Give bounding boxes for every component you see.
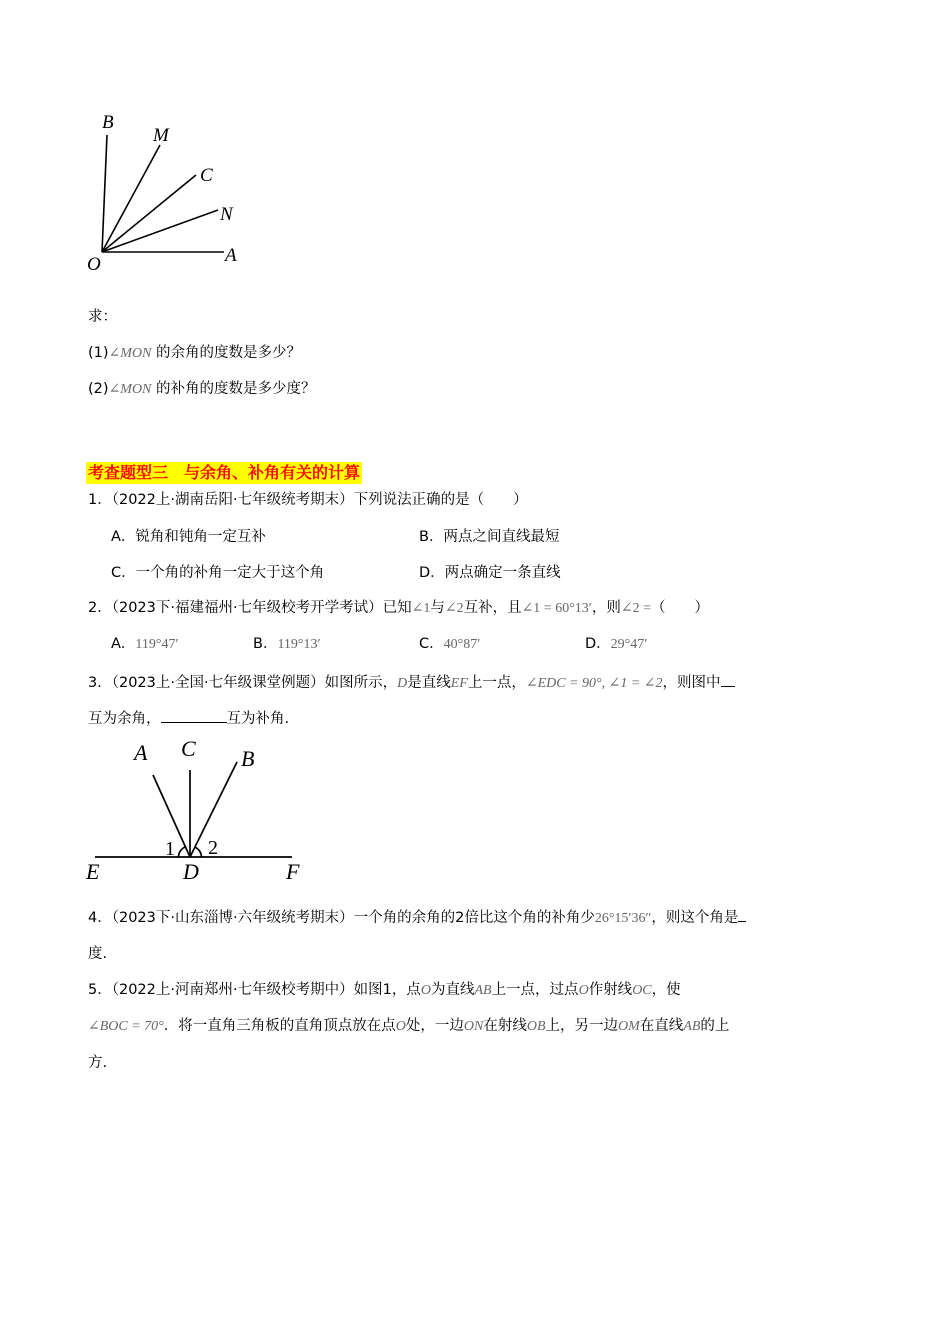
problem-3-text-2: 是直线 <box>407 675 451 691</box>
figure-line-ef <box>80 735 310 885</box>
label-d: D <box>183 859 199 884</box>
problem-2-option-c <box>419 634 480 655</box>
question-2-text: 的补角的度数是多少度？ <box>156 381 316 397</box>
question-1-text: 的余角的度数是多少？ <box>156 345 301 361</box>
label-e: E <box>86 859 100 884</box>
problem-3-math-2: EF <box>450 676 468 691</box>
problem-2-option-d <box>585 634 647 655</box>
angle-arc-1 <box>179 847 186 857</box>
problem-5-line-2-text-6: 的上 <box>700 1018 730 1034</box>
problem-2-option-b-label: B． <box>253 636 278 652</box>
problem-2-text-1: （2023下·福建福州·七年级校考开学考试）已知 <box>111 600 412 616</box>
problem-5-line-2-math-6: AB <box>683 1019 701 1034</box>
problem-3 <box>88 672 735 694</box>
problem-2-math-1: ∠1 <box>411 601 431 616</box>
problem-5-text-2: 为直线 <box>430 982 475 998</box>
problem-3-text-1: （2023上·全国·七年级课堂例题）如图所示， <box>111 675 398 691</box>
label-o: O <box>87 254 101 275</box>
ray-om <box>102 145 160 252</box>
problem-2-option-a-value: 119°47′ <box>135 637 179 652</box>
problem-1-number: 1． <box>88 492 112 508</box>
ray-oc <box>102 175 196 252</box>
problem-5-line-2-math-4: OB <box>526 1019 546 1034</box>
label-m: M <box>153 125 169 146</box>
problem-2-text-3: 互补，且 <box>463 600 522 616</box>
problem-5-line-2 <box>88 1016 729 1037</box>
problem-3-text-4: ，则图中 <box>662 675 721 691</box>
problem-3-number: 3． <box>88 675 112 691</box>
problem-2 <box>88 598 709 619</box>
problem-2-text-4: ，则 <box>591 600 621 616</box>
answer-blank <box>738 907 746 922</box>
problem-2-option-a <box>111 634 179 655</box>
problem-3-text-3: 上一点， <box>467 675 526 691</box>
problem-5-math-1: O <box>420 983 431 998</box>
answer-blank <box>721 672 735 687</box>
problem-2-option-b-value: 119°13′ <box>277 637 321 652</box>
problem-5-line-2-math-1: ∠BOC = 70° <box>88 1019 164 1034</box>
problem-5-math-2: AB <box>474 983 492 998</box>
problem-2-math-4: ∠2 = <box>620 601 652 616</box>
problem-3-math-3: ∠EDC = 90°, ∠1 = ∠2 <box>525 676 663 691</box>
problem-5-line-2-text-5: 在直线 <box>639 1018 684 1034</box>
problem-3-line-2 <box>88 708 289 729</box>
problem-4-number: 4． <box>88 910 112 926</box>
problem-4-line-2: 度. <box>88 946 108 962</box>
label-b: B <box>102 112 114 133</box>
problem-1-text: （2022上·湖南岳阳·七年级统考期末）下列说法正确的是（ ） <box>111 492 528 508</box>
problem-5-text-3: 上一点，过点 <box>491 982 579 998</box>
label-c: C <box>200 165 213 186</box>
problem-2-number: 2． <box>88 600 112 616</box>
label-b: B <box>241 746 255 771</box>
problem-2-text-2: 与 <box>430 600 445 616</box>
problem-3-line-2-text-1: 互为余角， <box>88 711 161 727</box>
problem-5-line-2-text-3: 在射线 <box>483 1018 527 1034</box>
problem-5-text-1: （2022上·河南郑州·七年级校考期中）如图1，点 <box>111 982 421 998</box>
problem-3-line-2-text-2: 互为补角. <box>226 711 290 727</box>
question-2-math: ∠MON <box>108 382 152 397</box>
question-1-math: ∠MON <box>108 346 152 361</box>
problem-5-line-2-text-2: 处，一边 <box>405 1018 464 1034</box>
ray-on <box>102 210 218 252</box>
problem-1 <box>88 490 528 510</box>
label-n: N <box>220 204 233 225</box>
problem-4-text-2: ，则这个角是 <box>651 910 739 926</box>
problem-5-line-2-math-3: ON <box>463 1019 484 1034</box>
problem-4-text-1: （2023下·山东淄博·六年级统考期末）一个角的余角的2倍比这个角的补角少 <box>111 910 595 926</box>
problem-5-line-3: 方. <box>88 1055 108 1071</box>
problem-5-number: 5． <box>88 982 112 998</box>
question-2-number: (2) <box>88 381 109 397</box>
section-title: 考查题型三 与余角、补角有关的计算 <box>88 463 361 482</box>
label-angle-1: 1 <box>165 838 175 860</box>
label-f: F <box>286 859 300 884</box>
label-c: C <box>181 736 196 761</box>
answer-blank <box>161 708 227 723</box>
label-a: A <box>134 740 148 765</box>
problem-5-line-2-math-5: OM <box>618 1019 640 1034</box>
problem-5-line-2-math-2: O <box>395 1019 406 1034</box>
problem-5-line-2-text-1: ．将一直角三角板的直角顶点放在点 <box>163 1018 396 1034</box>
problem-2-math-3: ∠1 = 60°13′ <box>521 601 592 616</box>
problem-1-option-c: C．一个角的补角一定大于这个角 <box>111 565 325 581</box>
ray-ob <box>102 135 107 252</box>
problem-5-line-2-text-4: 上，另一边 <box>545 1018 619 1034</box>
problem-1-option-b: B．两点之间直线最短 <box>419 529 560 545</box>
prompt-text: 求： <box>88 309 117 325</box>
problem-2-option-d-label: D． <box>585 636 611 652</box>
problem-5-text-4: 作射线 <box>588 982 633 998</box>
question-2 <box>88 379 316 400</box>
problem-3-math-1: D <box>397 676 408 691</box>
label-a: A <box>225 245 237 266</box>
problem-5-text-5: ，使 <box>651 982 681 998</box>
problem-2-option-b <box>253 634 321 655</box>
problem-5-math-3: O <box>578 983 589 998</box>
problem-4 <box>88 907 746 929</box>
problem-5 <box>88 980 681 1001</box>
problem-2-option-c-value: 40°87′ <box>443 637 481 652</box>
problem-2-option-a-label: A． <box>111 636 136 652</box>
problem-5-math-4: OC <box>632 983 652 998</box>
problem-2-option-d-value: 29°47′ <box>610 637 648 652</box>
problem-2-option-c-label: C． <box>419 636 444 652</box>
label-angle-2: 2 <box>208 837 218 859</box>
question-1 <box>88 343 301 364</box>
problem-2-math-2: ∠2 <box>444 601 464 616</box>
problem-2-text-5: （ ） <box>651 600 710 616</box>
angle-arc-2 <box>195 847 202 857</box>
figure-rays-mon <box>80 105 255 280</box>
problem-1-option-a: A．锐角和钝角一定互补 <box>111 529 266 545</box>
problem-1-option-d: D．两点确定一条直线 <box>419 565 561 581</box>
question-1-number: (1) <box>88 345 109 361</box>
problem-4-math-1: 26°15′36″ <box>594 911 652 926</box>
